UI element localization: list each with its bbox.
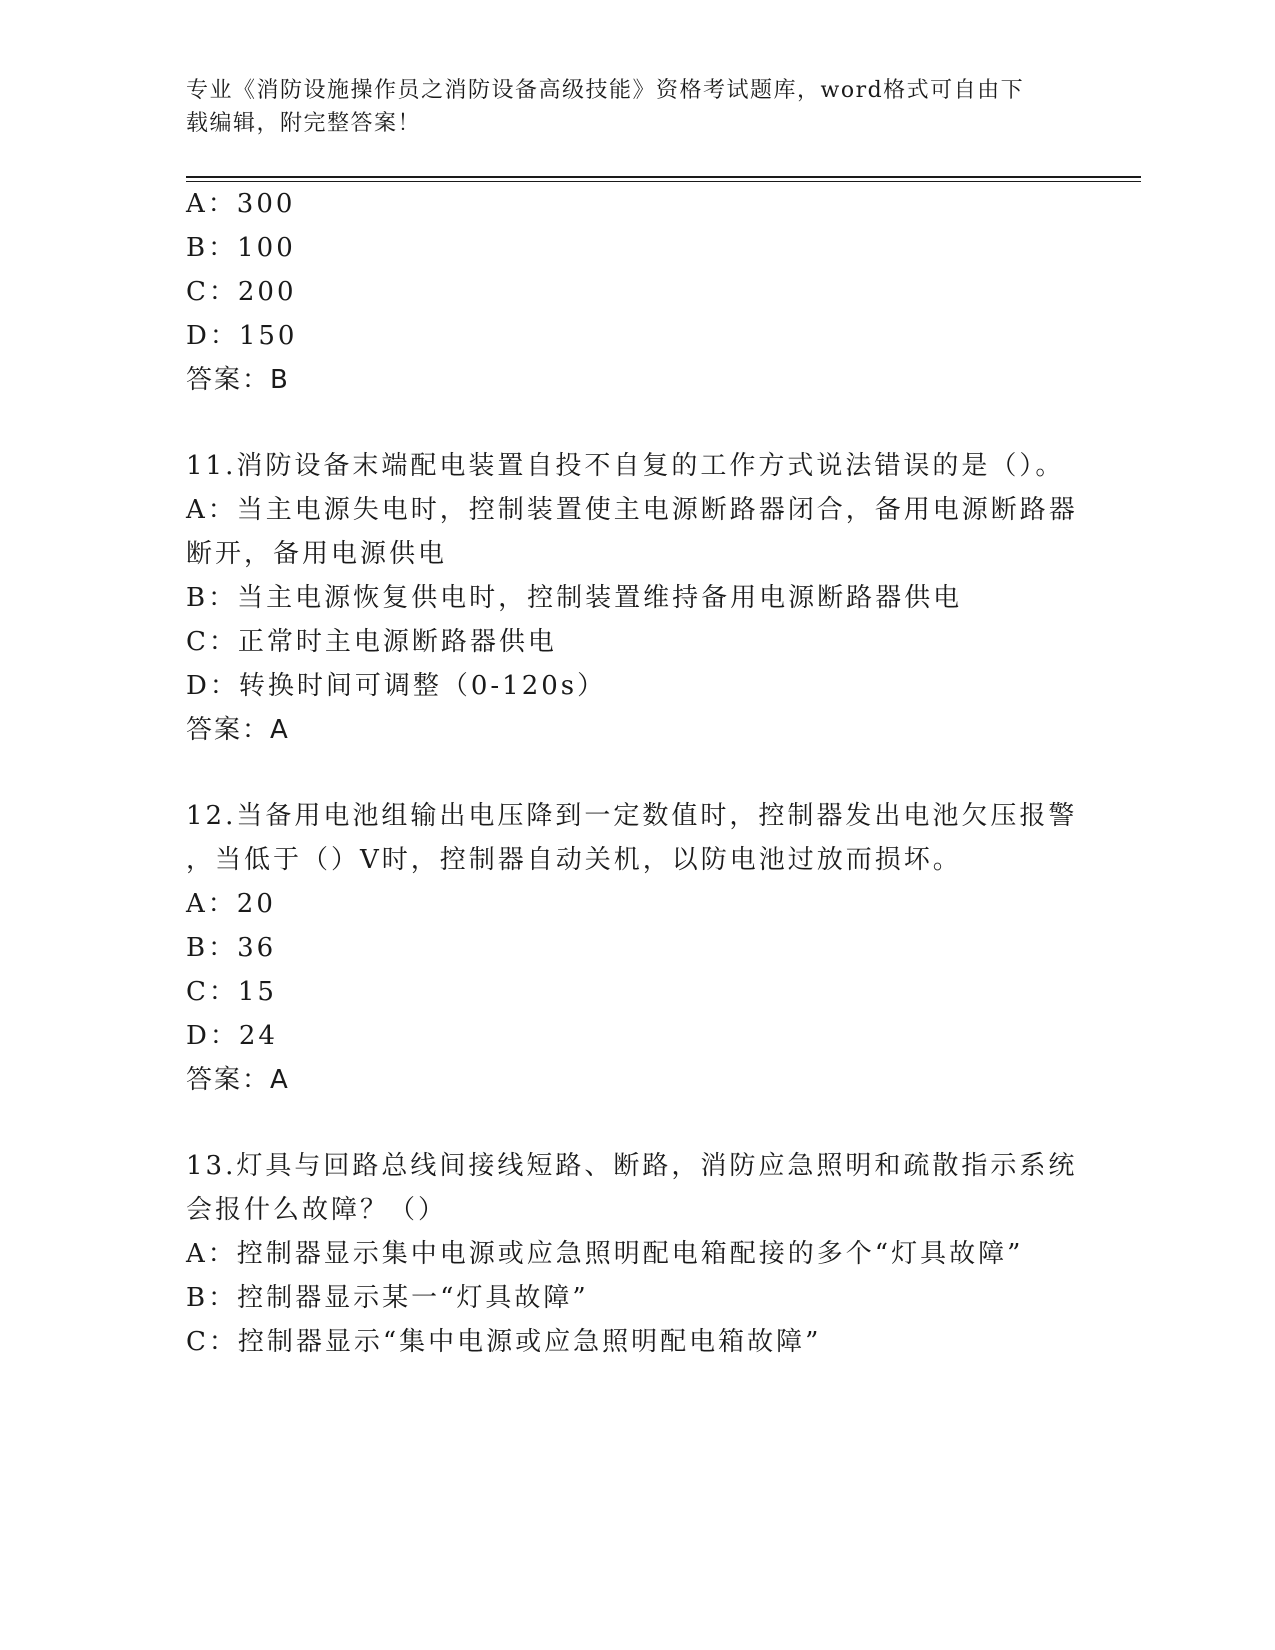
header-divider-thin [186,181,1141,182]
document-header [186,74,1066,140]
q12-option-b: B：36 [186,933,277,963]
header-title-line-2: 载编辑，附完整答案！ [186,111,422,136]
q11-option-a-line-2: 断开，备用电源供电 [186,539,448,569]
q10-option-a: A：300 [186,189,296,219]
q13-option-a: A：控制器显示集中电源或应急照明配电箱配接的多个“灯具故障” [186,1239,1024,1269]
q13-option-b: B：控制器显示某一“灯具故障” [186,1283,589,1313]
q12-answer: 答案：A [186,1065,290,1095]
q11-option-d: D：转换时间可调整（0-120s） [186,671,607,701]
q11-option-c: C：正常时主电源断路器供电 [186,627,557,657]
q11-answer: 答案：A [186,715,290,745]
q10-answer: 答案：B [186,365,290,395]
q13-question-line-2: 会报什么故障？（） [186,1195,448,1225]
q12-option-c: C：15 [186,977,277,1007]
q11-option-b: B：当主电源恢复供电时，控制装置维持备用电源断路器供电 [186,583,963,613]
header-title-line-1: 专业《消防设施操作员之消防设备高级技能》资格考试题库，word格式可自由下 [186,78,1025,103]
q11-option-a-line-1: A：当主电源失电时，控制装置使主电源断路器闭合，备用电源断路器 [186,495,1078,525]
q10-option-b: B：100 [186,233,296,263]
header-divider-thick [186,176,1141,178]
q12-question-line-2: ，当低于（）V时，控制器自动关机，以防电池过放而损坏。 [186,845,962,875]
q12-question-line-1: 12.当备用电池组输出电压降到一定数值时，控制器发出电池欠压报警 [186,801,1078,831]
q13-option-c: C：控制器显示“集中电源或应急照明配电箱故障” [186,1327,822,1357]
q10-option-d: D：150 [186,321,298,351]
q13-question-line-1: 13.灯具与回路总线间接线短路、断路，消防应急照明和疏散指示系统 [186,1151,1078,1181]
q11-question: 11.消防设备末端配电装置自投不自复的工作方式说法错误的是（）。 [186,451,1065,481]
q12-option-a: A：20 [186,889,276,919]
q12-option-d: D：24 [186,1021,278,1051]
q10-option-c: C：200 [186,277,297,307]
